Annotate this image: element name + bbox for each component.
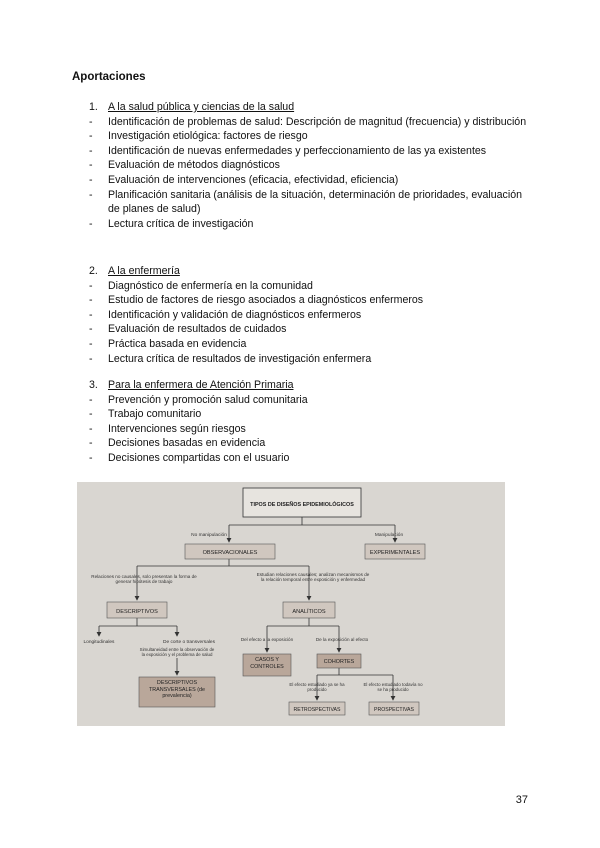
list-item: - Decisiones basadas en evidencia bbox=[89, 437, 266, 450]
list-item: - Diagnóstico de enfermería en la comunidad bbox=[89, 279, 313, 292]
diagram-svg bbox=[77, 482, 505, 726]
cross-sectional-label: De corte o transversales bbox=[163, 640, 215, 645]
list-item: - Investigación etiológica: factores de riesgo bbox=[89, 130, 308, 143]
section-title: 3. Para la enfermera de Atención Primaria bbox=[89, 379, 294, 391]
section-title: 2. A la enfermería bbox=[89, 265, 180, 277]
list-item: - Planificación sanitaria (análisis de la situación, determinación de prioridades, evaluación de planes de salud) bbox=[89, 188, 522, 216]
bullet-list bbox=[72, 279, 532, 367]
prospective-text: PROSPECTIVAS bbox=[374, 707, 414, 713]
analytic-note: Estudian relaciones causales; analizan mecanismos de la relación temporal entre exposición y enfermedad bbox=[256, 572, 370, 583]
list-item: - Intervenciones según riesgos bbox=[89, 422, 246, 435]
cross-sectional-note: Simultaneidad entre la observación de la exposición y el problema de salud bbox=[139, 647, 215, 658]
diagram-root-text: TIPOS DE DISEÑOS EPIDEMIOLÓGICOS bbox=[250, 502, 354, 508]
list-item: - Lectura crítica de resultados de investigación enfermera bbox=[89, 352, 372, 365]
case-control-text: CASOS Y CONTROLES bbox=[250, 657, 284, 670]
list-item: - Identificación de nuevas enfermedades y perfeccionamiento de las ya existentes bbox=[89, 144, 487, 157]
retrospective-text: RETROSPECTIVAS bbox=[293, 707, 341, 713]
no-manipulation-label: No manipulación bbox=[191, 533, 227, 538]
observational-text: OBSERVACIONALES bbox=[202, 550, 258, 556]
from-effect-label: Del efecto a la exposición bbox=[240, 637, 294, 642]
cohorts-text: COHORTES bbox=[323, 659, 355, 665]
list-item: - Trabajo comunitario bbox=[89, 408, 202, 421]
list-item: - Identificación y validación de diagnósticos enfermeros bbox=[89, 308, 362, 321]
list-item: - Evaluación de intervenciones (eficacia, efectividad, eficiencia) bbox=[89, 173, 399, 186]
experimental-text: EXPERIMENTALES bbox=[369, 550, 421, 556]
list-item: - Identificación de problemas de salud: Descripción de magnitud (frecuencia) y distribución bbox=[89, 115, 527, 128]
from-exposure-label: De la exposición al efecto bbox=[315, 637, 369, 642]
list-item: - Decisiones compartidas con el usuario bbox=[89, 451, 290, 464]
bullet-list bbox=[72, 115, 532, 232]
already-occurred-label: El efecto estudiado ya se ha producido bbox=[289, 682, 345, 693]
list-item: - Práctica basada en evidencia bbox=[89, 337, 247, 350]
section-nursing bbox=[72, 264, 532, 366]
bullet-list bbox=[72, 393, 532, 466]
section-title: 1. A la salud pública y ciencias de la salud bbox=[89, 101, 295, 113]
list-item: - Prevención y promoción salud comunitaria bbox=[89, 393, 308, 406]
list-item: - Estudio de factores de riesgo asociados a diagnósticos enfermeros bbox=[89, 294, 424, 307]
not-yet-label: El efecto estudiado todavía no se ha producido bbox=[363, 682, 423, 693]
section-primary-care bbox=[72, 378, 532, 466]
analytic-text: ANALÍTICOS bbox=[292, 609, 326, 615]
list-item: - Evaluación de métodos diagnósticos bbox=[89, 159, 280, 172]
section-public-health bbox=[72, 100, 532, 231]
epidemiological-designs-diagram bbox=[77, 482, 505, 726]
list-item: - Evaluación de resultados de cuidados bbox=[89, 323, 287, 336]
section-heading: Aportaciones bbox=[72, 71, 146, 83]
descriptive-text: DESCRIPTIVOS bbox=[116, 609, 158, 615]
longitudinal-label: Longitudinales bbox=[83, 640, 115, 645]
descriptive-note: Relaciones no causales, solo presentan la forma de generar hipótesis de trabajo bbox=[91, 574, 197, 585]
cross-sectional-box-text: DESCRIPTIVOS TRANSVERSALES (de prevalencia) bbox=[148, 680, 206, 700]
page-number: 37 bbox=[515, 794, 528, 806]
list-item: - Lectura crítica de investigación bbox=[89, 217, 254, 230]
manipulation-label: Manipulación bbox=[374, 533, 404, 538]
